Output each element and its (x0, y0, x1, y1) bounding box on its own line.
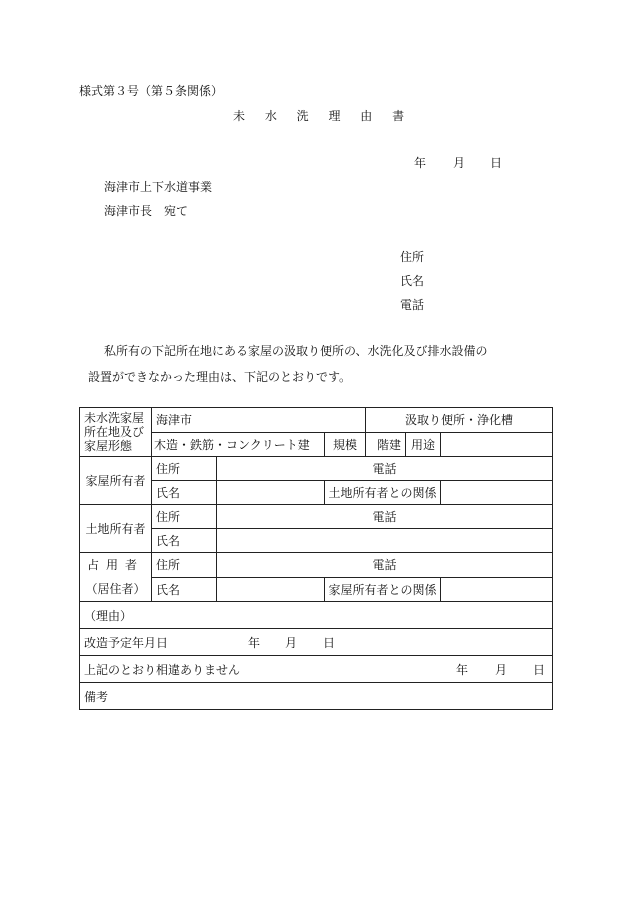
date-month: 月 (453, 156, 466, 170)
statement-line-2: 設置ができなかった理由は、下記のとおりです。 (88, 370, 352, 384)
house-owner-address-label: 住所 (152, 457, 217, 481)
land-owner-name-label: 氏名 (152, 529, 217, 553)
page-title: 未 水 洗 理 由 書 (233, 109, 413, 123)
recipient-org: 海津市上下水道事業 (104, 180, 213, 194)
recipient-name: 海津市長 宛て (104, 204, 189, 218)
occupant-sub-label: （居住者） (85, 582, 146, 596)
confirmation-row (80, 656, 553, 683)
land-owner-label: 土地所有者 (80, 505, 152, 553)
usage-value (441, 432, 553, 457)
location-header-line-3: 家屋形態 (84, 439, 133, 453)
house-owner-relation-value (441, 577, 553, 602)
confirmation-day-label: 日 (533, 662, 546, 677)
remarks-label: 備考 (80, 683, 553, 710)
house-owner-label: 家屋所有者 (80, 457, 152, 505)
renovation-day-label: 日 (323, 635, 336, 650)
confirmation-year-label: 年 (456, 662, 469, 677)
occupant-phone-label: 電話 (217, 553, 553, 578)
occupant-name-value (217, 577, 325, 602)
statement-line-1: 私所有の下記所在地にある家屋の汲取り便所の、水洗化及び排水設備の (104, 344, 488, 358)
applicant-address-label: 住所 (400, 250, 425, 264)
renovation-date-label: 改造予定年月日 (84, 635, 169, 650)
house-owner-phone-label: 電話 (217, 457, 553, 481)
confirmation-month-label: 月 (495, 662, 508, 677)
renovation-year-label: 年 (248, 635, 261, 650)
scale-label: 規模 (325, 432, 366, 457)
location-header-line-1: 未水洗家屋 (84, 411, 145, 425)
occupant-address-label: 住所 (152, 553, 217, 578)
applicant-phone-label: 電話 (400, 298, 425, 312)
confirmation-label: 上記のとおり相違ありません (84, 662, 241, 677)
occupant-name-label: 氏名 (152, 577, 217, 602)
land-owner-phone-label: 電話 (217, 505, 553, 529)
occupant-label: 占用者 (86, 558, 144, 572)
date-day: 日 (490, 156, 503, 170)
location-value: 海津市 (152, 408, 366, 433)
form-number: 様式第３号（第５条関係） (79, 84, 224, 98)
land-owner-relation-value (441, 481, 553, 505)
reason-label: （理由） (80, 602, 553, 629)
occupant-header-cell (80, 553, 152, 602)
date-year: 年 (414, 156, 427, 170)
floors-label: 階建 (366, 432, 406, 457)
land-owner-relation-label: 土地所有者との関係 (325, 481, 441, 505)
usage-label: 用途 (406, 432, 441, 457)
location-header-line-2: 所在地及び (84, 425, 145, 439)
location-header-cell (80, 408, 152, 457)
house-owner-name-value (217, 481, 325, 505)
application-form-table (79, 407, 553, 710)
land-owner-name-value (217, 529, 553, 553)
renovation-month-label: 月 (285, 635, 298, 650)
applicant-name-label: 氏名 (400, 274, 425, 288)
toilet-type: 汲取り便所・浄化槽 (366, 408, 553, 433)
house-owner-relation-label: 家屋所有者との関係 (325, 577, 441, 602)
renovation-date-row (80, 629, 553, 656)
structure-types: 木造・鉄筋・コンクリート建 (152, 432, 325, 457)
land-owner-address-label: 住所 (152, 505, 217, 529)
house-owner-name-label: 氏名 (152, 481, 217, 505)
